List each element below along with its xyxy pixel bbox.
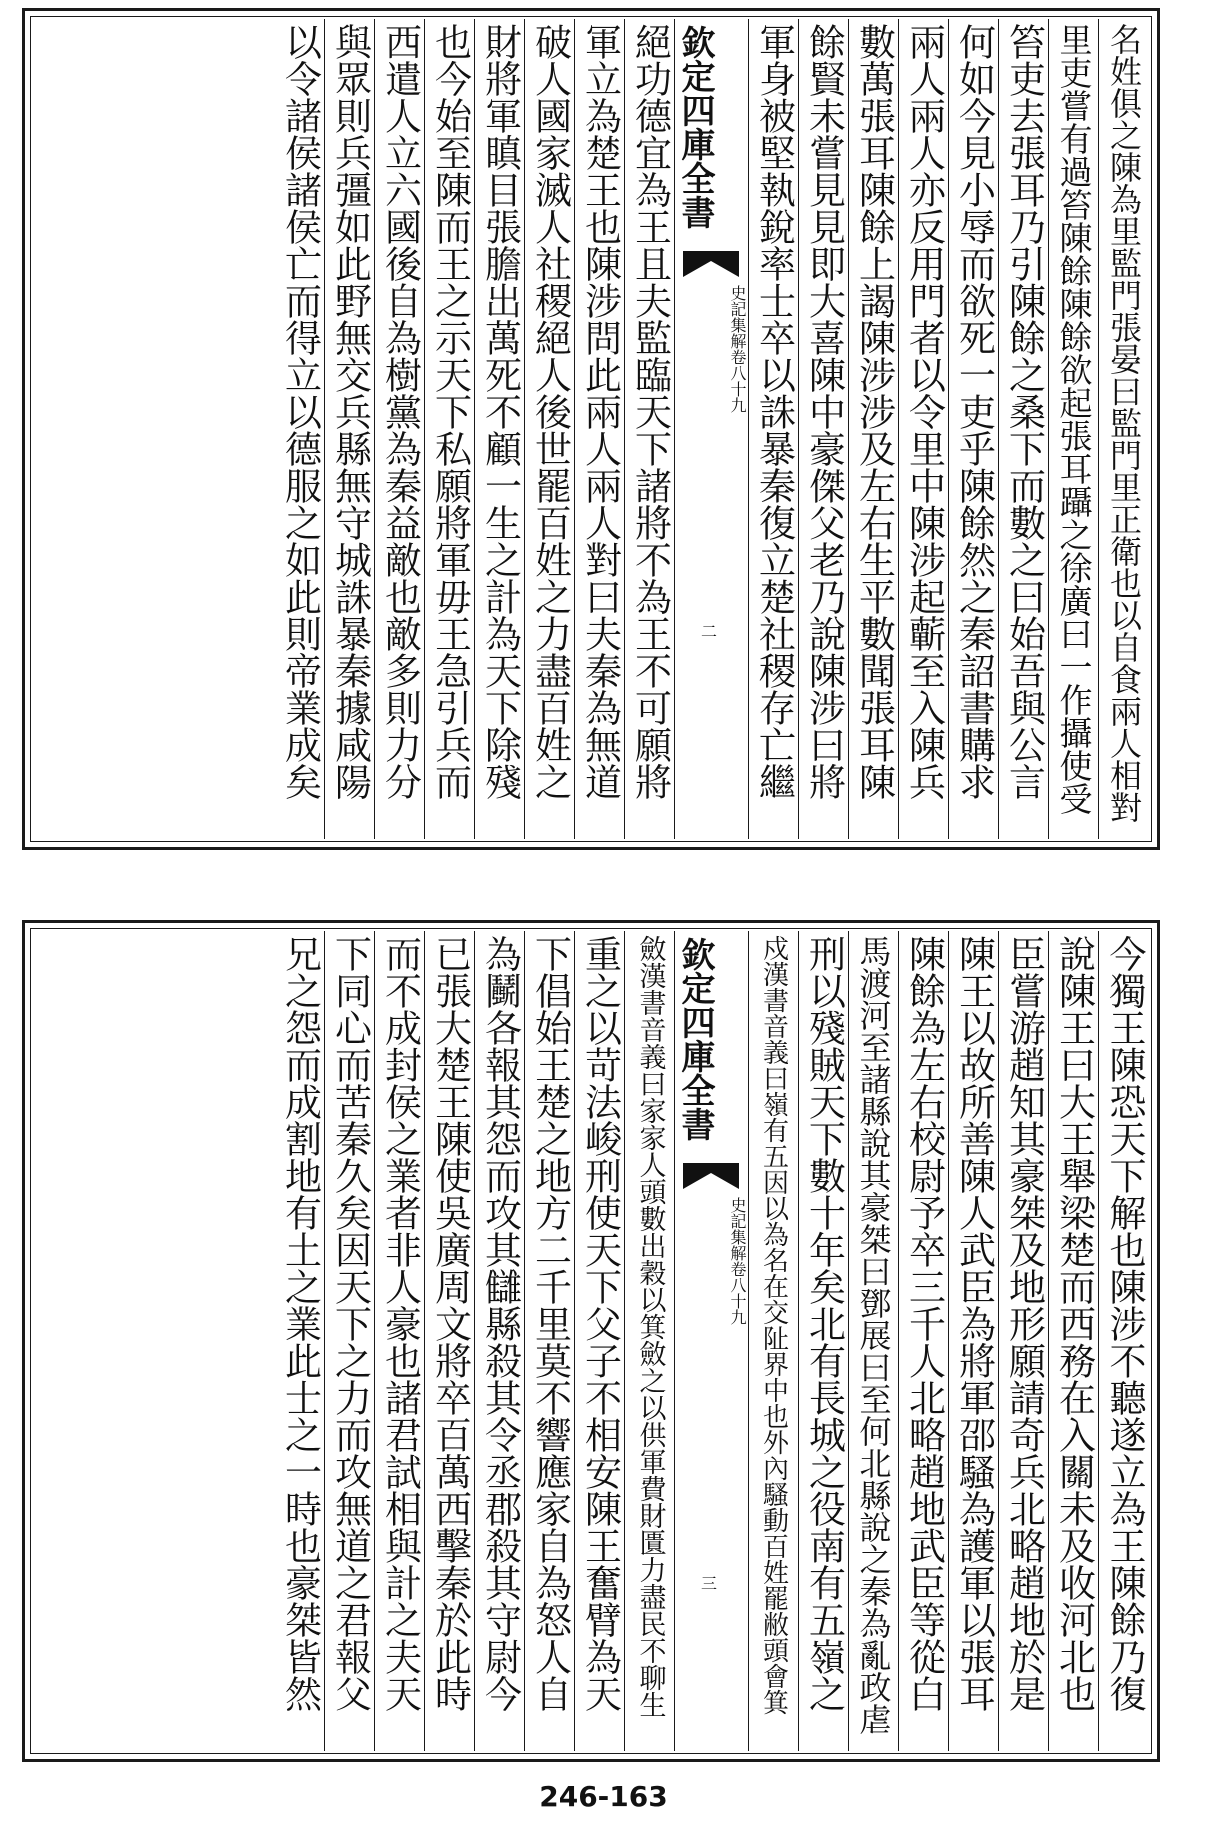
text-column — [849, 19, 899, 839]
column-text: 說陳王曰大王舉梁楚而西務在入關未及收河北也 — [1052, 935, 1096, 1712]
column-text: 兄之怨而成割地有土之業此士之一時也豪桀皆然 — [278, 935, 322, 1712]
text-column — [749, 19, 799, 839]
center-fold-column — [675, 931, 749, 1751]
text-column — [525, 19, 575, 839]
book-title: 欽定四庫全書 — [675, 937, 715, 1141]
text-column — [525, 931, 575, 1751]
column-text: 已張大楚王陳使吳廣周文將卒百萬西擊秦於此時 — [428, 935, 472, 1712]
text-column — [799, 19, 849, 839]
text-column — [575, 931, 625, 1751]
text-column — [899, 931, 949, 1751]
volume-label: 史記集解卷八十九 — [728, 285, 747, 413]
volume-label: 史記集解卷八十九 — [728, 1197, 747, 1325]
column-text: 以令諸侯諸侯亡而得立以德服之如此則帝業成矣 — [278, 23, 322, 800]
text-column — [625, 931, 675, 1751]
column-text: 刑以殘賊天下數十年矣北有長城之役南有五嶺之 — [802, 935, 846, 1712]
text-column — [475, 19, 525, 839]
text-column — [425, 19, 475, 839]
text-column — [999, 931, 1049, 1751]
column-text: 里吏嘗有過笞陳餘陳餘欲起張耳躡之徐廣曰一作攝使受 — [1054, 23, 1094, 815]
text-column — [1099, 931, 1149, 1751]
column-text: 絕功德宜為王且夫監臨天下諸將不為王不可願將 — [628, 23, 672, 800]
column-text: 臣嘗游趙知其豪桀及地形願請奇兵北略趙地於是 — [1002, 935, 1046, 1712]
text-column — [899, 19, 949, 839]
text-column — [1049, 19, 1099, 839]
column-text: 馬渡河至諸縣說其豪桀曰鄧展曰至何北縣說之秦為亂政虐 — [854, 935, 893, 1735]
column-text: 兩人兩人亦反用門者以令里中陳涉起蘄至入陳兵 — [902, 23, 946, 800]
column-text: 破人國家滅人社稷絕人後世罷百姓之力盡百姓之 — [528, 23, 572, 800]
column-text: 與眾則兵彊如此野無交兵縣無守城誅暴秦據咸陽 — [328, 23, 372, 800]
bottom-page — [22, 920, 1160, 1762]
column-text: 戍漢書音義曰嶺有五因以為名在交阯界中也外內騷動百姓罷敝頭會箕 — [758, 935, 789, 1715]
page-number: 三 — [701, 1574, 718, 1593]
column-text: 而不成封侯之業者非人豪也諸君試相與計之夫天 — [378, 935, 422, 1712]
column-text: 為鬭各報其怨而攻其讎縣殺其令丞郡殺其守尉今 — [478, 935, 522, 1712]
column-text: 斂漢書音義曰家家人頭數出穀以箕斂之以供軍費財匱力盡民不聊生 — [634, 935, 666, 1718]
column-text: 下倡始王楚之地方二千里莫不響應家自為怒人自 — [528, 935, 572, 1712]
bottom-columns — [33, 931, 1149, 1751]
column-text: 重之以苛法峻刑使天下父子不相安陳王奮臂為天 — [578, 935, 622, 1712]
top-page — [22, 8, 1160, 850]
text-column — [949, 19, 999, 839]
text-column — [799, 931, 849, 1751]
center-fold-column — [675, 19, 749, 839]
column-text: 數萬張耳陳餘上謁陳涉涉及左右生平數聞張耳陳 — [852, 23, 896, 800]
text-column — [849, 931, 899, 1751]
text-column — [949, 931, 999, 1751]
column-text: 軍身被堅執銳率士卒以誅暴秦復立楚社稷存亡繼 — [752, 23, 796, 800]
text-column — [325, 931, 375, 1751]
text-column — [575, 19, 625, 839]
column-text: 今獨王陳恐天下解也陳涉不聽遂立為王陳餘乃復 — [1103, 935, 1146, 1712]
column-text: 財將軍瞋目張膽出萬死不顧一生之計為天下除殘 — [478, 23, 522, 800]
folio-number: 246-163 — [539, 1780, 668, 1813]
column-text: 笞吏去張耳乃引陳餘之桑下而數之曰始吾與公言 — [1002, 23, 1046, 800]
text-column — [625, 19, 675, 839]
column-text: 名姓俱之陳為里監門張晏曰監門里正衛也以自食兩人相對 — [1105, 23, 1143, 823]
text-column — [275, 931, 325, 1751]
column-text: 西遣人立六國後自為樹黨為秦益敵也敵多則力分 — [378, 23, 422, 800]
column-text: 也今始至陳而王之示天下私願將軍毋王急引兵而 — [428, 23, 472, 800]
text-column — [425, 931, 475, 1751]
column-text: 下同心而苦秦久矣因天下之力而攻無道之君報父 — [328, 935, 372, 1712]
book-title: 欽定四庫全書 — [675, 25, 715, 229]
text-column — [325, 19, 375, 839]
text-column — [1099, 19, 1149, 839]
text-column — [275, 19, 325, 839]
page-number: 二 — [701, 622, 718, 641]
column-text: 陳王以故所善陳人武臣為將軍邵騷為護軍以張耳 — [952, 935, 996, 1712]
text-column — [475, 931, 525, 1751]
column-text: 何如今見小辱而欲死一吏乎陳餘然之秦詔書購求 — [952, 23, 996, 800]
text-column — [1049, 931, 1099, 1751]
text-column — [375, 931, 425, 1751]
column-text: 陳餘為左右校尉予卒三千人北略趙地武臣等從白 — [902, 935, 946, 1712]
text-column — [999, 19, 1049, 839]
text-column — [749, 931, 799, 1751]
fishtail-mark-icon — [683, 251, 739, 277]
column-text: 軍立為楚王也陳涉問此兩人兩人對曰夫秦為無道 — [578, 23, 622, 800]
text-column — [375, 19, 425, 839]
top-columns — [33, 19, 1149, 839]
fishtail-mark-icon — [683, 1163, 739, 1189]
column-text: 餘賢未嘗見見即大喜陳中豪傑父老乃說陳涉曰將 — [802, 23, 846, 800]
